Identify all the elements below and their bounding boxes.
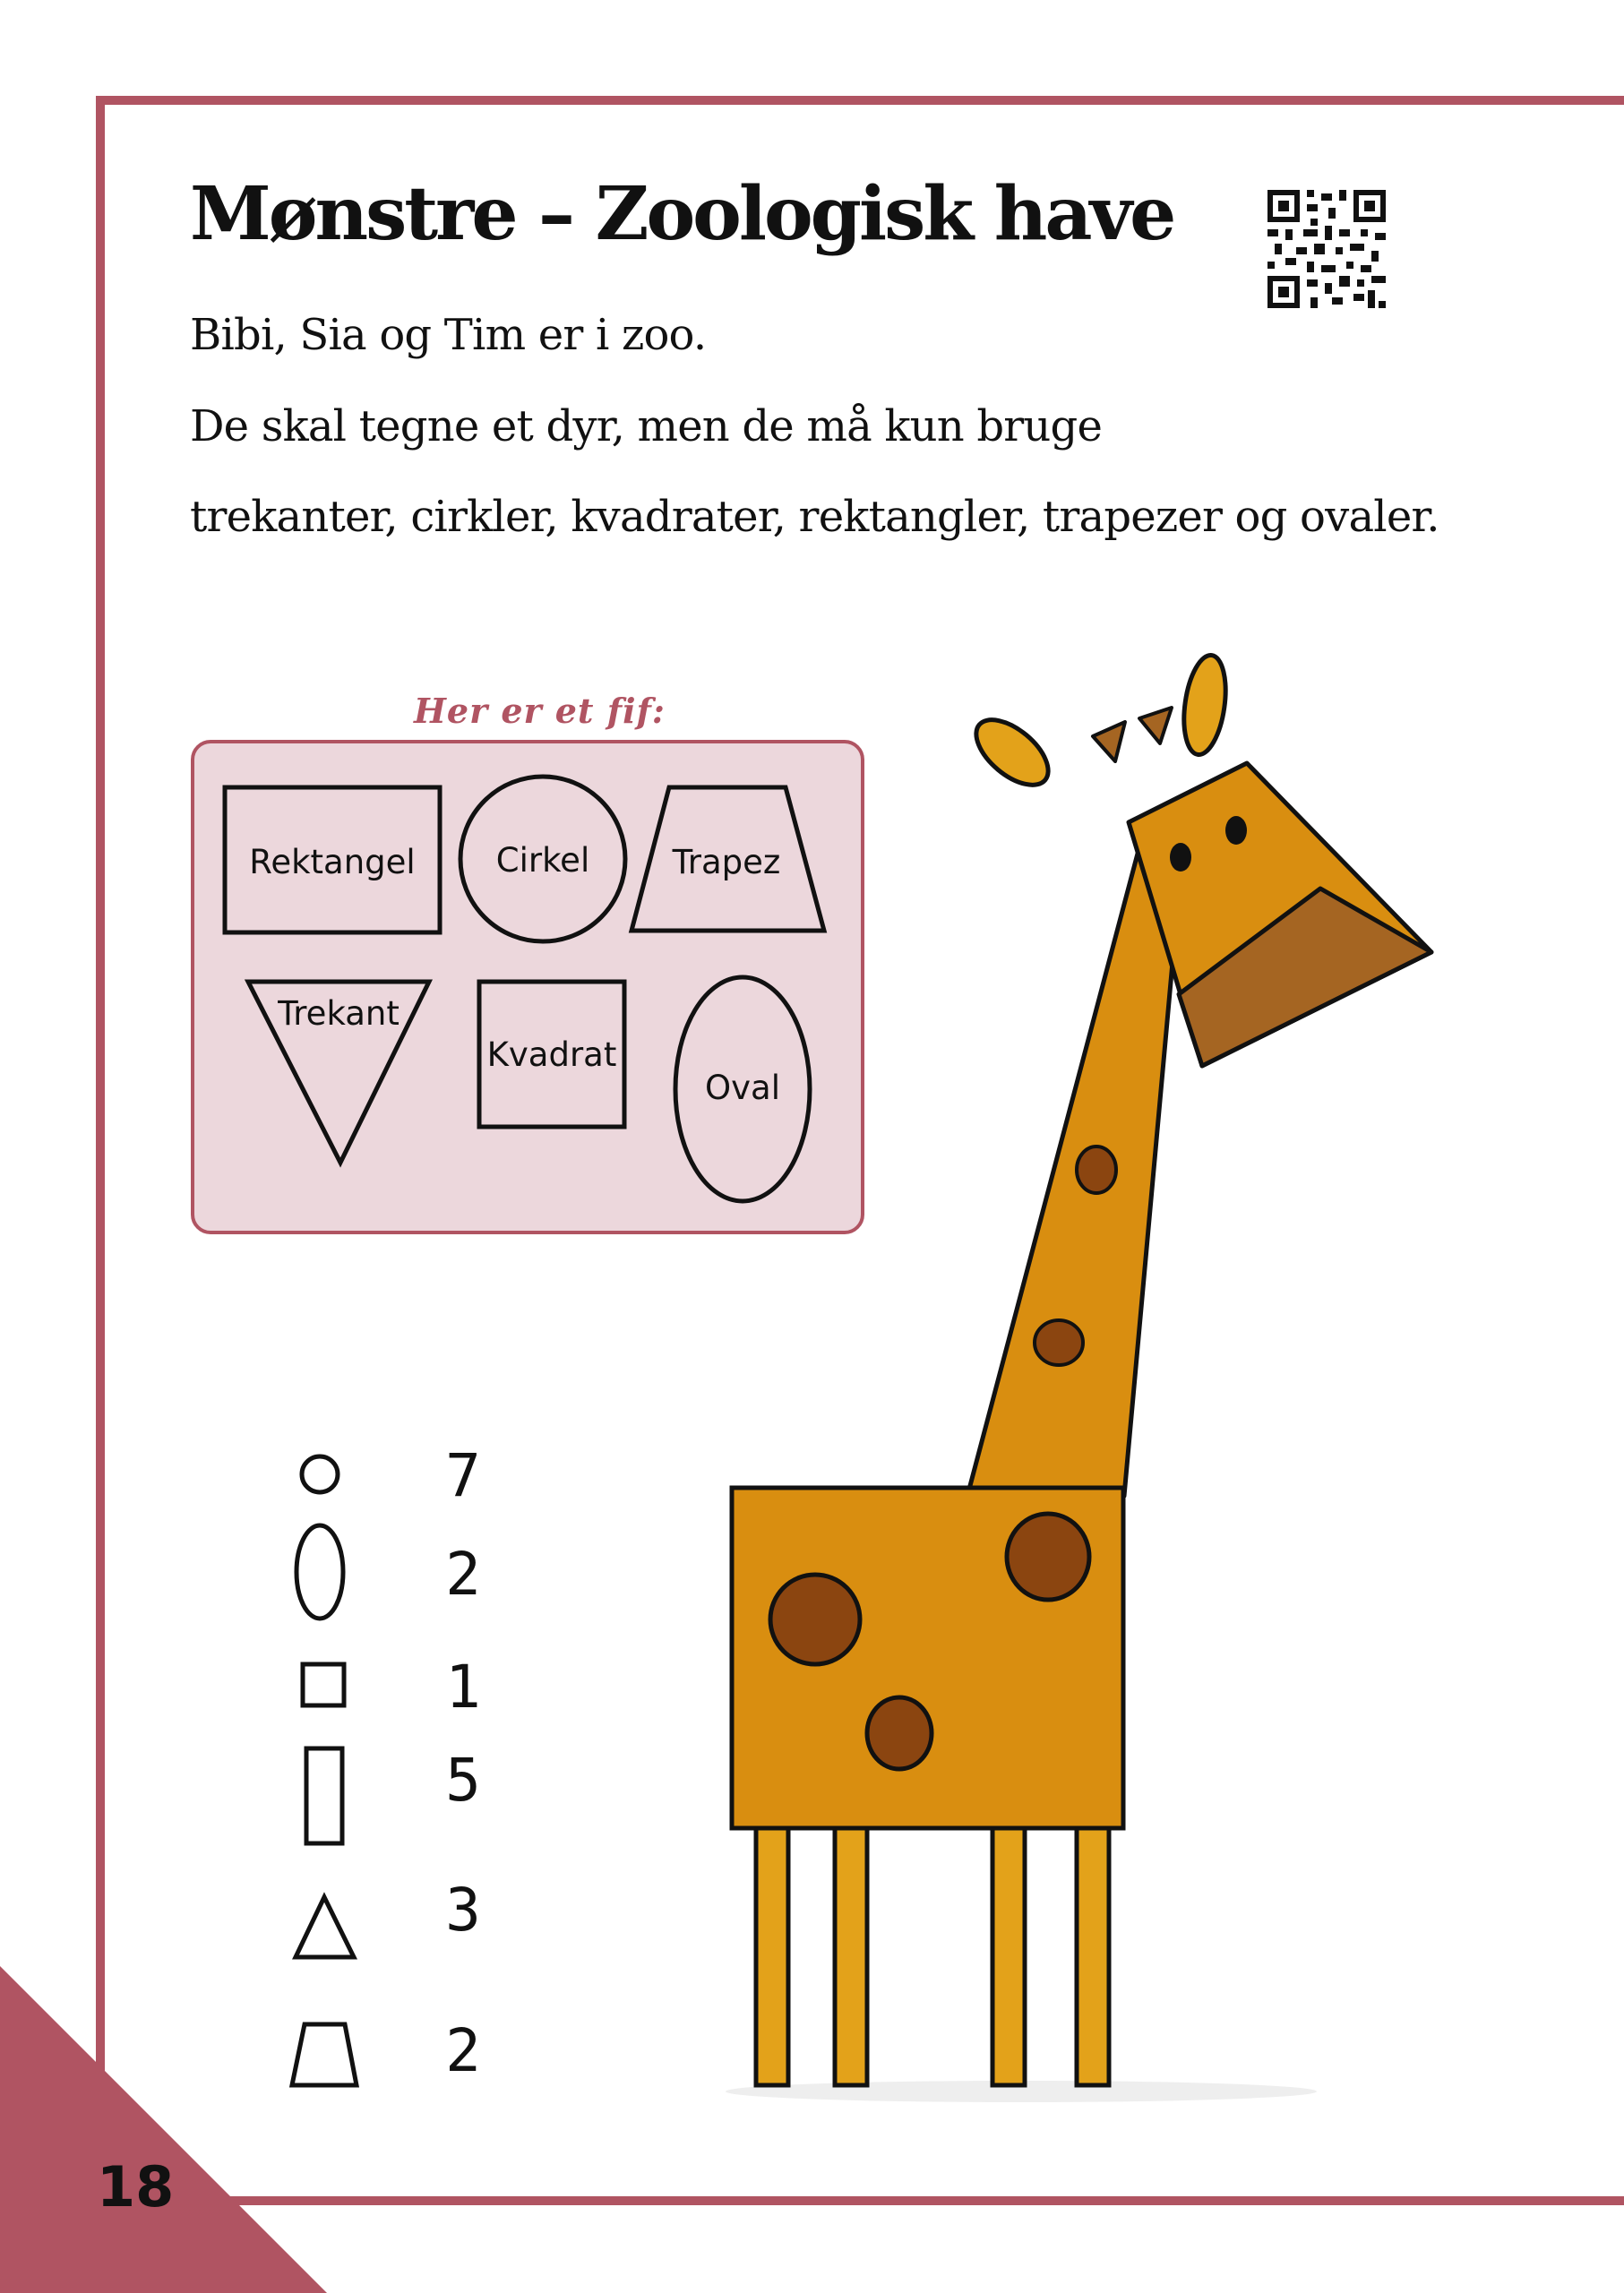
trapezoid-label: Trapez [672, 843, 781, 881]
giraffe-spot [1007, 1514, 1089, 1600]
rectangle-count: 5 [445, 1746, 481, 1815]
triangle-count: 3 [445, 1876, 481, 1945]
giraffe-spot [770, 1575, 860, 1664]
square-icon [303, 1664, 344, 1705]
oval-icon [296, 1525, 343, 1619]
qr-code[interactable] [1267, 190, 1386, 308]
giraffe-ear-left [965, 708, 1060, 797]
rectangle-example [225, 787, 440, 932]
trapezoid-icon [292, 2024, 357, 2085]
giraffe-eye [1170, 843, 1191, 872]
giraffe-leg-4 [1077, 1827, 1109, 2085]
circle-label: Cirkel [495, 841, 590, 880]
giraffe-leg-2 [835, 1827, 867, 2085]
count-row-oval [296, 1525, 481, 1619]
rectangle-icon [306, 1748, 342, 1843]
rectangle-label: Rektangel [249, 843, 416, 881]
giraffe-ear-right [1178, 652, 1231, 757]
count-row-circle [302, 1441, 481, 1510]
page-number: 18 [97, 2154, 175, 2220]
giraffe-spot [867, 1697, 932, 1769]
giraffe-spot [1035, 1320, 1083, 1365]
oval-count: 2 [445, 1540, 481, 1609]
oval-label: Oval [705, 1069, 780, 1107]
count-row-trapezoid [292, 2016, 481, 2085]
giraffe-leg-3 [992, 1827, 1025, 2085]
intro-line-1: Bibi, Sia og Tim er i zoo. [190, 310, 707, 360]
giraffe-horn [1093, 722, 1125, 761]
shape-count-list [269, 1424, 537, 2123]
circle-icon [302, 1456, 338, 1492]
trapezoid-count: 2 [445, 2016, 481, 2085]
giraffe-leg-1 [756, 1827, 788, 2085]
square-label: Kvadrat [486, 1035, 617, 1074]
intro-line-3: trekanter, cirkler, kvadrater, rektangler, trapezer og ovaler. [190, 492, 1439, 542]
giraffe-illustration [573, 645, 1451, 2105]
square-count: 1 [445, 1653, 481, 1722]
circle-count: 7 [445, 1441, 481, 1510]
page-title: Mønstre – Zoologisk have [190, 171, 1174, 257]
triangle-example [248, 982, 429, 1163]
giraffe-spot [1077, 1146, 1116, 1193]
count-row-square [303, 1653, 481, 1722]
triangle-icon [296, 1897, 354, 1957]
count-row-rectangle [306, 1746, 481, 1843]
giraffe-neck [967, 854, 1182, 1496]
tip-heading: Her er et fif: [414, 691, 666, 731]
intro-line-2: De skal tegne et dyr, men de må kun bruge [190, 401, 1103, 451]
giraffe-horn [1139, 708, 1172, 743]
triangle-label: Trekant [278, 994, 400, 1033]
count-row-triangle [296, 1876, 481, 1957]
giraffe-eye [1225, 816, 1247, 845]
